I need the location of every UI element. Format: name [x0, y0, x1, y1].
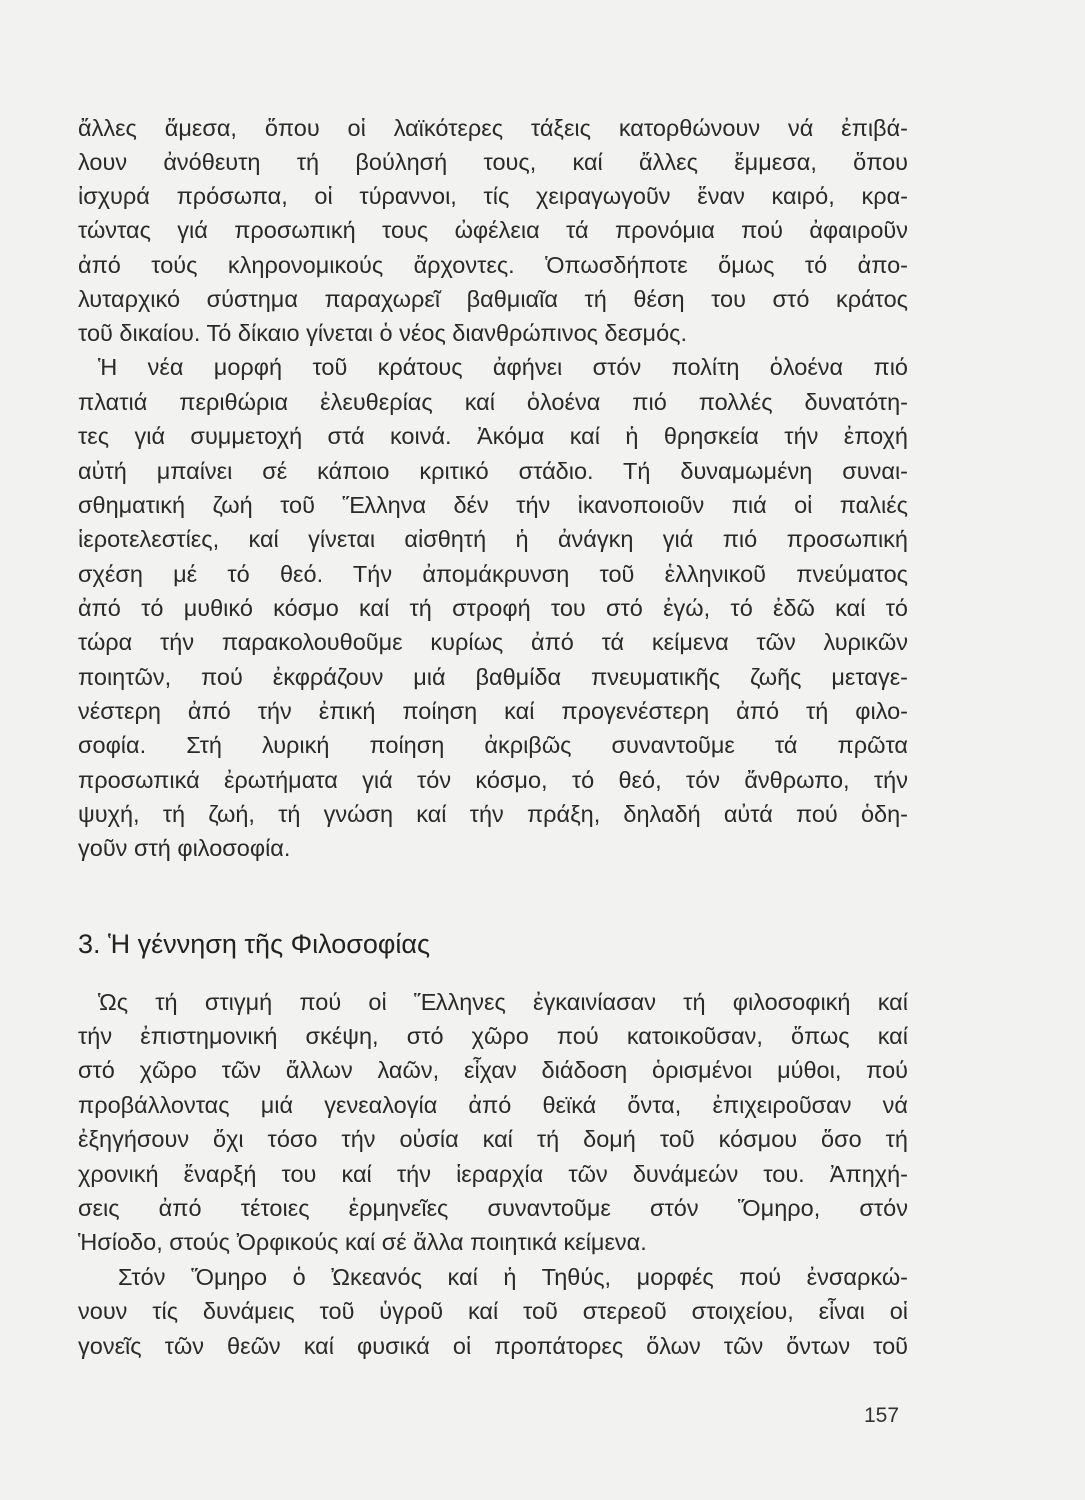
- text-line: νουν τίς δυνάμεις τοῦ ὑγροῦ καί τοῦ στερεοῦ στοιχείου, εἶναι οἱ: [78, 1298, 908, 1324]
- text-line: σοφία. Στή λυρική ποίηση ἀκριβῶς συναντοῦμε τά πρῶτα: [78, 732, 908, 758]
- text-line: ἀπό τούς κληρονομικούς ἄρχοντες. Ὁπωσδήποτε ὅμως τό ἀπο-: [78, 252, 908, 278]
- text-line: ἐξηγήσουν ὄχι τόσο τήν οὐσία καί τή δομή τοῦ κόσμου ὅσο τή: [78, 1126, 908, 1152]
- text-line: πλατιά περιθώρια ἐλευθερίας καί ὁλοένα πιό πολλές δυνατότη-: [78, 389, 908, 415]
- text-line: Ἡσίοδο, στούς Ὀρφικούς καί σέ ἄλλα ποιητικά κείμενα.: [78, 1229, 647, 1255]
- text-line: σχέση μέ τό θεό. Τήν ἀπομάκρυνση τοῦ ἑλληνικοῦ πνεύματος: [78, 561, 908, 587]
- text-line: γονεῖς τῶν θεῶν καί φυσικά οἱ προπάτορες ὅλων τῶν ὄντων τοῦ: [78, 1333, 908, 1359]
- text-line: τήν ἐπιστημονική σκέψη, στό χῶρο πού κατοικοῦσαν, ὅπως καί: [78, 1023, 908, 1049]
- text-line: προβάλλοντας μιά γενεαλογία ἀπό θεϊκά ὄντα, ἐπιχειροῦσαν νά: [78, 1092, 908, 1118]
- text-line: Ὡς τή στιγμή πού οἱ Ἕλληνες ἐγκαινίασαν τή φιλοσοφική καί: [98, 989, 908, 1015]
- text-line: τοῦ δικαίου. Τό δίκαιο γίνεται ὁ νέος διανθρώπινος δεσμός.: [78, 320, 688, 346]
- text-line: γοῦν στή φιλοσοφία.: [78, 835, 291, 861]
- text-line: αὐτή μπαίνει σέ κάποιο κριτικό στάδιο. Τή δυναμωμένη συναι-: [78, 458, 908, 484]
- text-line: προσωπικά ἐρωτήματα γιά τόν κόσμο, τό θεό, τόν ἄνθρωπο, τήν: [78, 767, 908, 793]
- page-number: 157: [864, 1404, 900, 1427]
- text-line: χρονική ἔναρξή του καί τήν ἱεραρχία τῶν δυνάμεών του. Ἀπηχή-: [78, 1161, 908, 1187]
- text-line: σεις ἀπό τέτοιες ἑρμηνεῖες συναντοῦμε στόν Ὅμηρο, στόν: [78, 1195, 908, 1221]
- text-line: ἄλλες ἄμεσα, ὅπου οἱ λαϊκότερες τάξεις κατορθώνουν νά ἐπιβά-: [78, 115, 908, 141]
- section-heading: 3. Ἡ γέννηση τῆς Φιλοσοφίας: [78, 929, 431, 959]
- text-line: λυταρχικό σύστημα παραχωρεῖ βαθμιαῖα τή θέση του στό κράτος: [78, 286, 908, 312]
- text-line: λουν ἀνόθευτη τή βούλησή τους, καί ἄλλες ἔμμεσα, ὅπου: [78, 149, 908, 175]
- text-line: ἱεροτελεστίες, καί γίνεται αἰσθητή ἡ ἀνάγκη γιά πιό προσωπική: [78, 526, 908, 552]
- text-line: τώρα τήν παρακολουθοῦμε κυρίως ἀπό τά κείμενα τῶν λυρικῶν: [78, 629, 908, 655]
- text-line: σθηματική ζωή τοῦ Ἕλληνα δέν τήν ἱκανοποιοῦν πιά οἱ παλιές: [78, 492, 908, 518]
- text-line: ἀπό τό μυθικό κόσμο καί τή στροφή του στό ἐγώ, τό ἐδῶ καί τό: [78, 595, 908, 621]
- text-line: τες γιά συμμετοχή στά κοινά. Ἀκόμα καί ἡ θρησκεία τήν ἐποχή: [78, 423, 908, 449]
- text-line: ποιητῶν, πού ἐκφράζουν μιά βαθμίδα πνευματικῆς ζωῆς μεταγε-: [78, 664, 908, 690]
- text-line: νέστερη ἀπό τήν ἐπική ποίηση καί προγενέστερη ἀπό τή φιλο-: [78, 698, 908, 724]
- text-line: Στόν Ὅμηρο ὁ Ὠκεανός καί ἡ Τηθύς, μορφές πού ἐνσαρκώ-: [118, 1264, 908, 1290]
- text-line: στό χῶρο τῶν ἄλλων λαῶν, εἶχαν διάδοση ὁρισμένοι μύθοι, πού: [78, 1057, 908, 1083]
- text-line: Ἡ νέα μορφή τοῦ κράτους ἀφήνει στόν πολίτη ὁλοένα πιό: [98, 354, 908, 380]
- text-line: ἰσχυρά πρόσωπα, οἱ τύραννοι, τίς χειραγωγοῦν ἕναν καιρό, κρα-: [78, 183, 908, 209]
- text-line: τώντας γιά προσωπική τους ὠφέλεια τά προνόμια πού ἀφαιροῦν: [78, 217, 908, 243]
- text-line: ψυχή, τή ζωή, τή γνώση καί τήν πράξη, δηλαδή αὐτά πού ὁδη-: [78, 801, 908, 827]
